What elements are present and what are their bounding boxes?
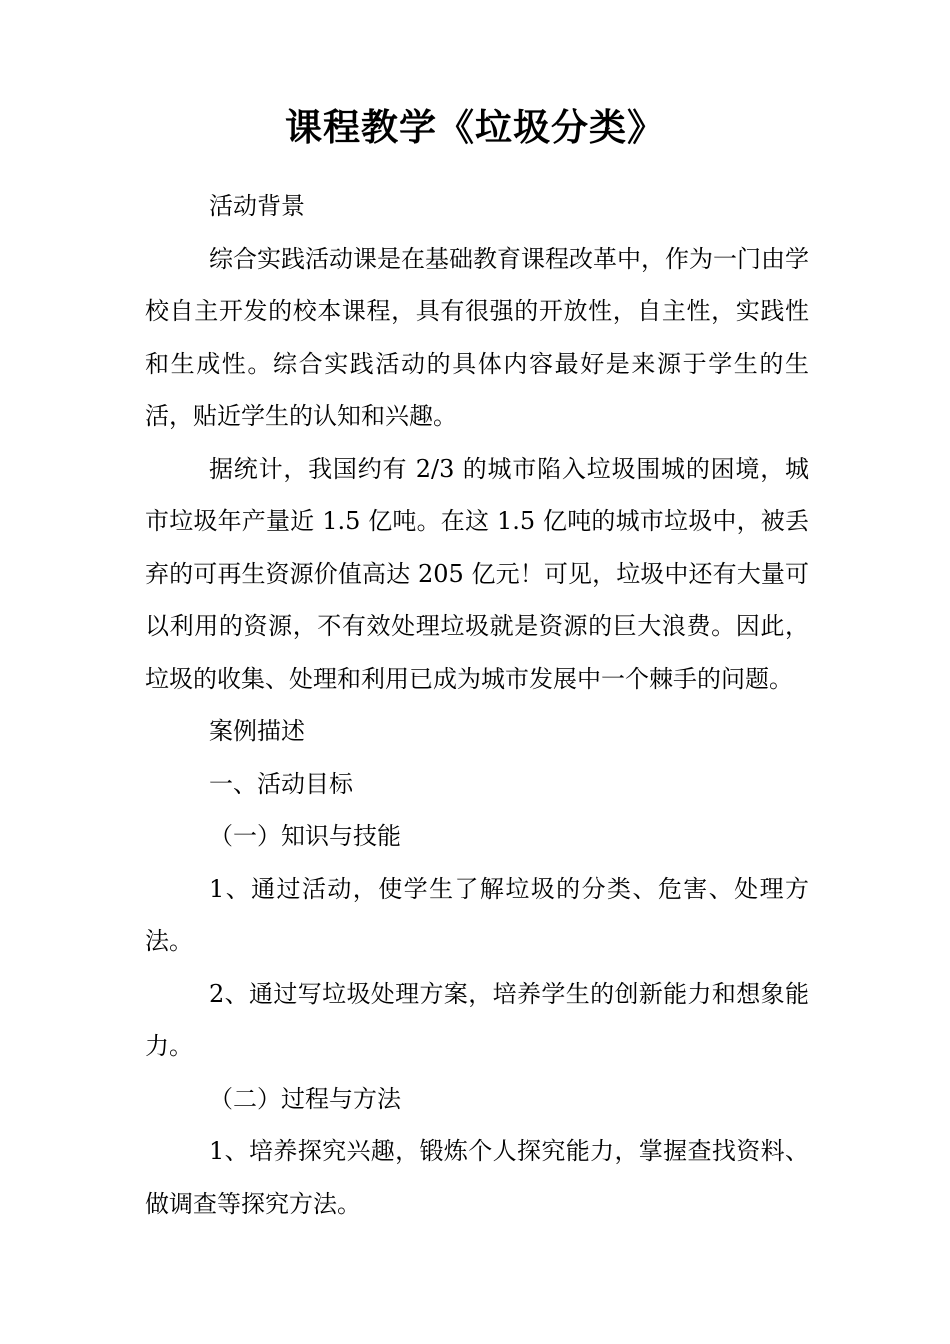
section-heading-goals: 一、活动目标 [209,769,353,798]
subheading-process-methods: （二）过程与方法 [209,1084,401,1113]
list-item-process-1: 1、培养探究兴趣，锻炼个人探究能力，掌握查找资料、做调查等探究方法。 [145,1137,809,1218]
document-body [145,180,809,1230]
paragraph-intro: 综合实践活动课是在基础教育课程改革中，作为一门由学校自主开发的校本课程，具有很强的开放性，自主性，实践性和生成性。综合实践活动的具体内容最好是来源于学生的生活，贴近学生的认知和兴趣。 [145,244,809,430]
list-item-goal-1: 1、通过活动，使学生了解垃圾的分类、危害、处理方法。 [145,874,809,955]
subheading-knowledge-skills: （一）知识与技能 [209,822,401,850]
document-title: 课程教学《垃圾分类》 [285,106,665,149]
section-heading-case: 案例描述 [209,717,305,745]
section-heading-background: 活动背景 [209,192,305,220]
paragraph-statistics: 据统计，我国约有 2/3 的城市陷入垃圾围城的困境，城市垃圾年产量近 1.5 亿吨。在这 1.5 亿吨的城市垃圾中，被丢弃的可再生资源价值高达 205 亿元！可见，垃圾中还有大量可以利用的资源，不有效处理垃圾就是资源的巨大浪费。因此，垃圾的收集、处理和利用已成为城市发展中一个棘手的问题。 [145,454,809,693]
list-item-goal-2: 2、通过写垃圾处理方案，培养学生的创新能力和想象能力。 [145,979,809,1060]
